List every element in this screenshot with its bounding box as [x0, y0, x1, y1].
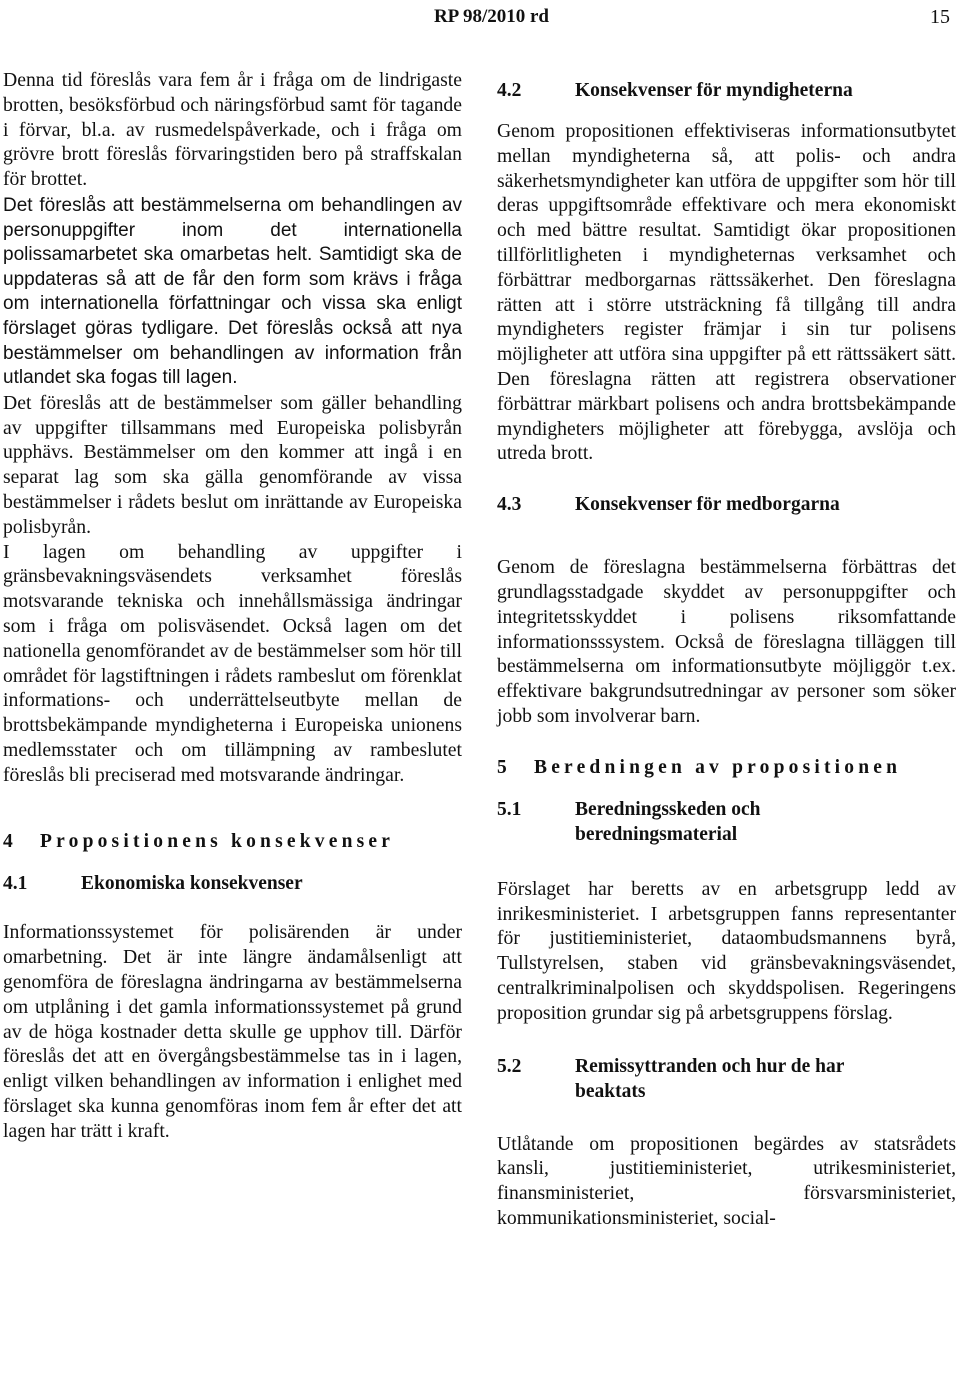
paragraph-authorities: Genom propositionen effektiviseras informationsutbytet mellan myndigheterna så, att polis- och andra säkerhetsmyndigheter kan utföra de uppgifter som hör till deras uppgiftsområde effektivare och mera ekonomiskt och med bättre resultat. Samtidigt ökar propositionen tillförlitligheten i myndigheternas verksamhet och förbättrar medborgarnas rättssäkerhet. Den föreslagna rätten att i större utsträckning få tillgång till andra myndigheters register främjar i sin tur polisens möjligheter att utföra sina uppgifter på ett rättssäkert sätt. Den föreslagna rätten att registrera observationer förbättrar märkbart polisens och andra brottsbekämpande myndigheters möjligheter att förebygga, avslöja och utreda brott. — [497, 120, 956, 465]
paragraph-statements: Utlåtande om propositionen begärdes av statsrådets kansli, justitieministeriet, utrikesministeriet, finansministeriet, försvarsministeriet, kommunikationsministeriet, social- — [497, 1132, 956, 1229]
paragraph-preparation: Förslaget har beretts av en arbetsgrupp ledd av inrikesministeriet. I arbetsgruppen fanns representanter för justitieministeriet, dataombudsmannens byrå, Tullstyrelsen, staben vid gränsbevakningsväsendet, centralkriminalpolisen och skyddspolisen. Regeringens proposition grundar sig på arbetsgruppens förslag. — [497, 877, 956, 1024]
section-4-1-heading — [3, 871, 462, 896]
section-5-heading — [497, 757, 956, 779]
paragraph-text: Det föreslås att bestämmelserna om behandlingen av personuppgifter inom det internationella polissamarbetet ska omarbetas helt. — [3, 194, 462, 266]
paragraph-border-guard: I lagen om behandling av uppgifter i gränsbevakningsväsendets verksamhet föreslås motsvarande tekniska och innehållsmässiga ändringar som i fråga om polisväsendet. Också lagen om det nationella genomförandet av de bestämmelser som hör till området för lagstiftningen i rådets rambeslut om förenklat informations- och underrättelseutbyte mellan de brottsbekämpande myndigheterna i Europeiska unionens medlemsstater och om tillämpning av rambeslutet föreslås bli preciserad med motsvarande ändringar. — [3, 540, 462, 786]
section-4-2-heading — [497, 78, 956, 103]
section-title: Beredningen av propositionen — [534, 756, 902, 778]
section-number: 5 — [497, 756, 507, 778]
section-title: Ekonomiska konsekvenser — [81, 873, 303, 895]
paragraph-proposal-time: Denna tid föreslås vara fem år i fråga om de lindrigaste brotten, besöksförbud och näringsförbud samt för tagande i förvar, bl.a. av rusmedelspåverkade, och i fråga om grövre brott föreslås förvaringstiden bero på straffskalan för brottet. — [3, 69, 462, 191]
section-number: 4.1 — [3, 873, 28, 895]
section-5-2-heading — [497, 1054, 956, 1104]
section-4-heading — [3, 831, 462, 853]
paragraph-text: Samtidigt ska de uppdateras så att de får den form som krävs i fråga om internationella författningar och vissa ska enligt förslaget göras tydligare. — [3, 244, 462, 339]
section-title: Beredningsskeden och beredningsmaterial — [575, 798, 761, 845]
section-number: 5.2 — [497, 1055, 522, 1077]
left-column — [3, 68, 462, 1144]
paragraph-text: Det föreslås också att nya bestämmelser om behandlingen av information från utlandet ska fogas till lagen. — [3, 317, 463, 389]
page-header — [0, 0, 960, 34]
page-number: 15 — [930, 6, 950, 28]
section-title: Konsekvenser för myndigheterna — [575, 80, 853, 101]
paragraph-international-cooperation — [3, 194, 462, 391]
paragraph-europol: Det föreslås att de bestämmelser som gäller behandling av uppgifter tillsammans med Europeiska polisbyrån upphävs. Bestämmelser om den kommer att ingå i en separat lag som ska gälla genomförande av vissa bestämmelser i rådets beslut om inrättande av Europeiska polisbyrån. — [3, 391, 462, 538]
section-number: 5.1 — [497, 798, 522, 820]
right-column — [497, 68, 956, 1231]
paragraph-economic-consequences: Informationssystemet för polisärenden är under omarbetning. Det är inte längre ändamålsenligt att genomföra de föreslagna ändringarna av bestämmelserna om utplåning i det gamla informationssystemet på grund av de höga kostnader detta skulle ge upphov till. Därför föreslås det att en övergångsbestämmelse tas in i lagen, enligt vilken behandlingen av information i enlighet med förslaget ska kunna genomföras inom fem år efter det att lagen har trätt i kraft. — [3, 921, 462, 1142]
section-5-1-heading — [497, 797, 956, 847]
section-number: 4.2 — [497, 80, 522, 101]
section-title: Propositionens konsekvenser — [40, 831, 395, 853]
paragraph-citizens: Genom de föreslagna bestämmelserna förbättras det grundlagsstadgade skyddet av personuppgifter och integritetsskyddet i polisens riksomfattande informationsssystem. Också de föreslagna tilläggen till bestämmelserna om informationsutbyte möjliggör t.ex. effektivare bakgrundsutredningar av personer som söker jobb som involverar barn. — [497, 556, 956, 727]
section-4-3-heading — [497, 492, 956, 517]
section-title: Konsekvenser för medborgarna — [575, 494, 840, 516]
section-number: 4 — [3, 831, 13, 853]
section-title: Remissyttranden och hur de har beaktats — [575, 1055, 845, 1102]
section-number: 4.3 — [497, 494, 522, 516]
document-code: RP 98/2010 rd — [433, 6, 549, 27]
